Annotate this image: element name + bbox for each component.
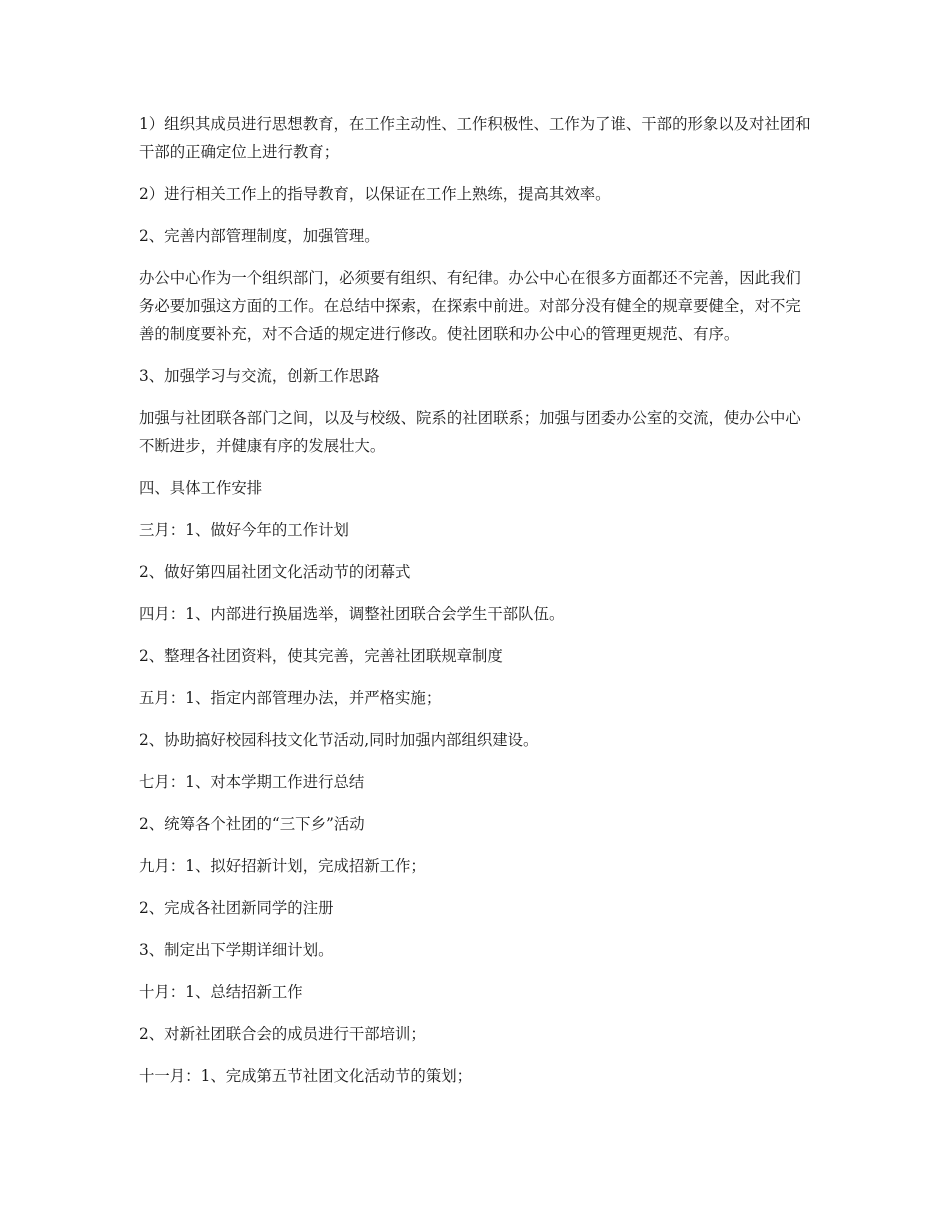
schedule-item: 九月：1、拟好招新计划，完成招新工作； bbox=[139, 857, 426, 875]
paragraph: 加强与社团联各部门之间，以及与校级、院系的社团联系；加强与团委办公室的交流，使办公中心不断进步，并健康有序的发展壮大。 bbox=[139, 409, 801, 455]
schedule-item: 2、统筹各个社团的“三下乡”活动 bbox=[139, 815, 365, 833]
schedule-item: 三月：1、做好今年的工作计划 bbox=[139, 521, 349, 539]
schedule-item: 2、完成各社团新同学的注册 bbox=[139, 899, 334, 917]
schedule-item: 五月：1、指定内部管理办法，并严格实施； bbox=[139, 689, 442, 707]
schedule-item: 四月：1、内部进行换届选举，调整社团联合会学生干部队伍。 bbox=[139, 605, 565, 623]
schedule-item: 2、协助搞好校园科技文化节活动,同时加强内部组织建设。 bbox=[139, 731, 539, 749]
section-heading: 3、加强学习与交流，创新工作思路 bbox=[139, 367, 380, 385]
schedule-item: 2、对新社团联合会的成员进行干部培训； bbox=[139, 1025, 426, 1043]
schedule-item: 七月：1、对本学期工作进行总结 bbox=[139, 773, 365, 791]
paragraph: 1）组织其成员进行思想教育，在工作主动性、工作积极性、工作为了谁、干部的形象以及对社团和干部的正确定位上进行教育； bbox=[139, 115, 811, 161]
schedule-item: 2、做好第四届社团文化活动节的闭幕式 bbox=[139, 563, 411, 581]
paragraph: 办公中心作为一个组织部门，必须要有组织、有纪律。办公中心在很多方面都还不完善，因此我们务必要加强这方面的工作。在总结中探索，在探索中前进。对部分没有健全的规章要健全，对不完善的制度要补充，对不合适的规定进行修改。使社团联和办公中心的管理更规范、有序。 bbox=[139, 269, 801, 343]
schedule-item: 十一月：1、完成第五节社团文化活动节的策划； bbox=[139, 1067, 472, 1085]
schedule-item: 2、整理各社团资料，使其完善，完善社团联规章制度 bbox=[139, 647, 503, 665]
section-heading: 2、完善内部管理制度，加强管理。 bbox=[139, 227, 380, 245]
document-body bbox=[139, 110, 811, 1104]
paragraph: 2）进行相关工作上的指导教育，以保证在工作上熟练，提高其效率。 bbox=[139, 185, 611, 203]
schedule-item: 十月：1、总结招新工作 bbox=[139, 983, 303, 1001]
schedule-item: 3、制定出下学期详细计划。 bbox=[139, 941, 334, 959]
section-heading: 四、具体工作安排 bbox=[139, 479, 263, 497]
